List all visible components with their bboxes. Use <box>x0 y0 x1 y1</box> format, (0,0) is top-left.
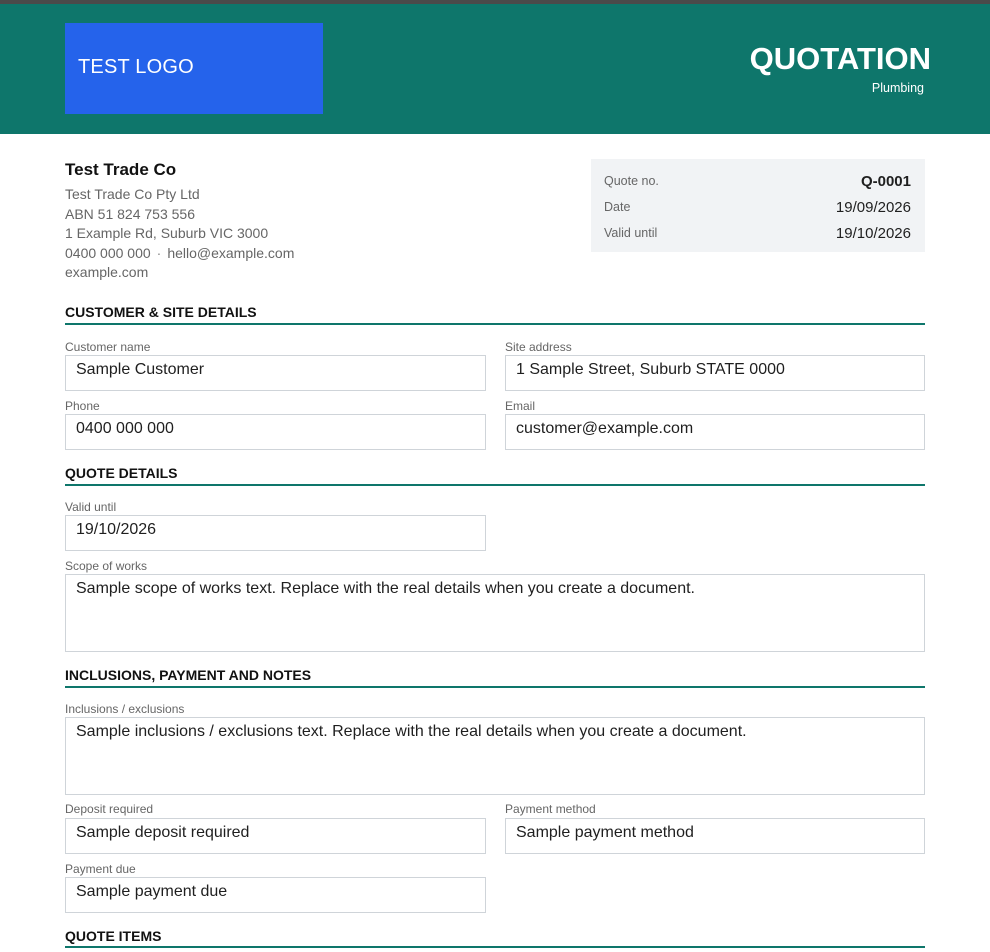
valid-until-label: Valid until <box>604 226 658 240</box>
section-divider <box>65 946 925 948</box>
business-address: 1 Example Rd, Suburb VIC 3000 <box>65 225 269 241</box>
document-subtitle: Plumbing <box>871 81 924 95</box>
payment-method-label: Payment method <box>505 802 596 816</box>
section-title-inclusions: INCLUSIONS, PAYMENT AND NOTES <box>65 667 312 683</box>
section-divider <box>65 686 925 688</box>
quote-meta-panel <box>591 159 925 252</box>
meta-row-date <box>604 194 911 220</box>
email-field[interactable]: customer@example.com <box>505 414 925 450</box>
meta-row-valid-until <box>604 220 911 246</box>
customer-name-field[interactable]: Sample Customer <box>65 355 486 391</box>
deposit-label: Deposit required <box>65 802 154 816</box>
quote-no-value: Q-0001 <box>860 172 911 190</box>
payment-method-field[interactable]: Sample payment method <box>505 818 925 854</box>
business-name: Test Trade Co <box>65 160 177 179</box>
scope-of-works-field[interactable]: Sample scope of works text. Replace with the real details when you create a document. <box>65 574 925 652</box>
section-title-customer: CUSTOMER & SITE DETAILS <box>65 304 257 320</box>
quote-valid-until-label: Valid until <box>65 500 117 514</box>
business-phone: 0400 000 000 <box>65 244 151 261</box>
quote-valid-until-field[interactable]: 19/10/2026 <box>65 515 486 551</box>
payment-due-field[interactable]: Sample payment due <box>65 877 486 913</box>
phone-field[interactable]: 0400 000 000 <box>65 414 486 450</box>
business-website: example.com <box>65 264 149 280</box>
business-abn: ABN 51 824 753 556 <box>65 205 195 222</box>
deposit-field[interactable]: Sample deposit required <box>65 818 486 854</box>
section-title-quote-items: QUOTE ITEMS <box>65 928 162 944</box>
business-legal-name: Test Trade Co Pty Ltd <box>65 186 200 202</box>
quote-no-label: Quote no. <box>604 174 659 188</box>
business-details <box>65 160 485 283</box>
meta-row-quote-no <box>604 168 911 194</box>
section-divider <box>65 484 925 486</box>
company-logo <box>65 23 323 114</box>
valid-until-value: 19/10/2026 <box>835 224 911 242</box>
separator-dot: · <box>156 244 162 261</box>
payment-due-label: Payment due <box>65 862 136 876</box>
business-contact <box>65 244 485 264</box>
document-title: QUOTATION <box>749 41 931 76</box>
site-address-field[interactable]: 1 Sample Street, Suburb STATE 0000 <box>505 355 925 391</box>
document-header <box>0 4 990 134</box>
business-email: hello@example.com <box>167 244 295 261</box>
date-label: Date <box>604 200 631 214</box>
email-label: Email <box>505 399 536 413</box>
scope-of-works-label: Scope of works <box>65 559 148 573</box>
inclusions-field[interactable]: Sample inclusions / exclusions text. Replace with the real details when you create a document. <box>65 717 925 795</box>
section-divider <box>65 323 925 325</box>
logo-text: TEST LOGO <box>78 56 194 78</box>
inclusions-label: Inclusions / exclusions <box>65 702 185 716</box>
date-value: 19/09/2026 <box>835 198 911 216</box>
site-address-label: Site address <box>505 340 572 354</box>
section-title-quote-details: QUOTE DETAILS <box>65 465 178 481</box>
phone-label: Phone <box>65 399 100 413</box>
customer-name-label: Customer name <box>65 340 151 354</box>
